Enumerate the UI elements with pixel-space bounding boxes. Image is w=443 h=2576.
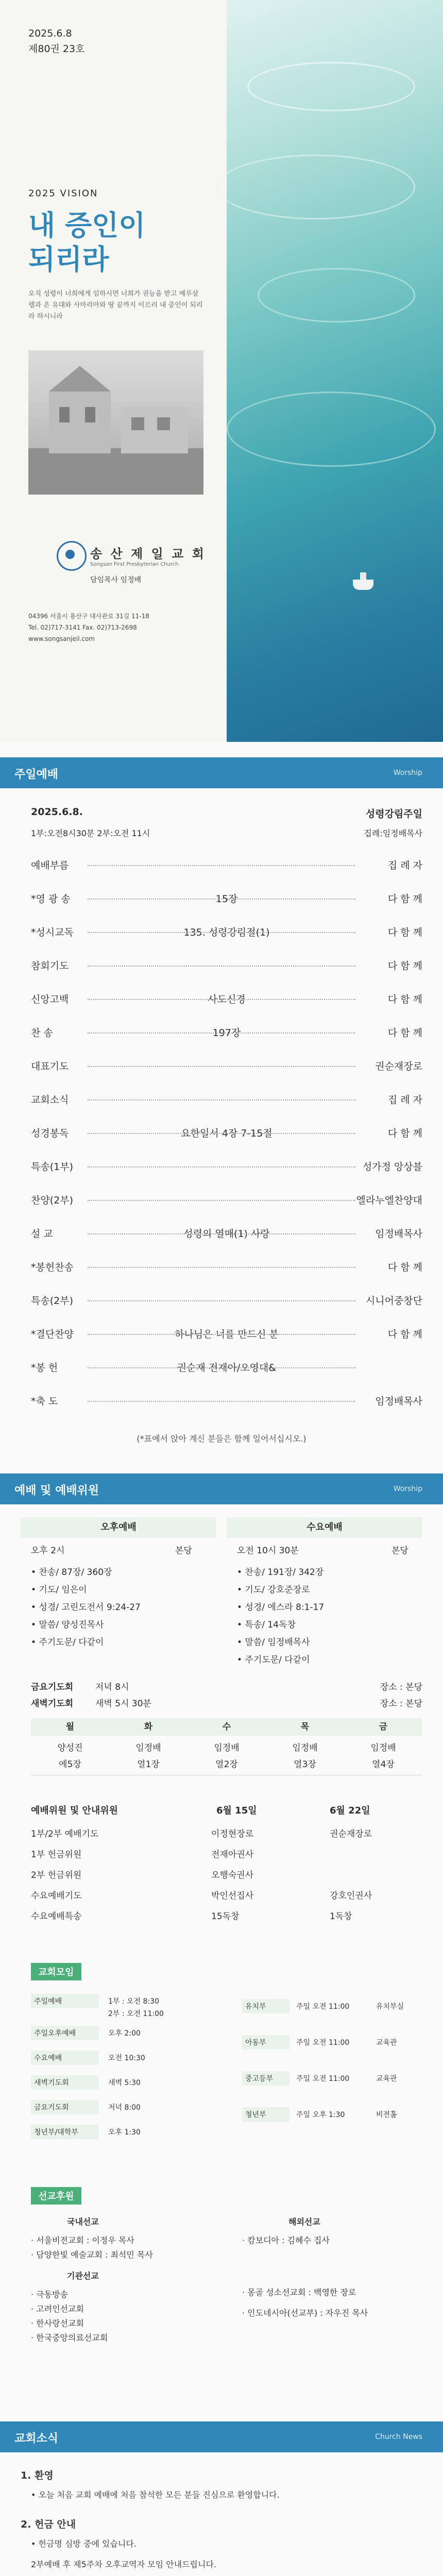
meeting-time: 오후 1:30 bbox=[108, 2128, 141, 2137]
schedule-section-header bbox=[0, 1473, 443, 1504]
helpers-title: 예배위원 및 안내위원 bbox=[31, 1805, 118, 1816]
order-label: *축 도 bbox=[31, 1396, 58, 1407]
dawn-sermon: 열1장 bbox=[137, 1759, 160, 1770]
mission-title bbox=[31, 2187, 81, 2205]
meeting-label: 주일오후예배 bbox=[31, 2026, 99, 2040]
meeting-time: 주일 오전 11:00 bbox=[296, 2039, 350, 2047]
wave-shape bbox=[216, 155, 415, 219]
dotted-leader bbox=[88, 1267, 355, 1268]
dotted-leader bbox=[88, 1200, 355, 1201]
order-leader: 다 함 께 bbox=[387, 960, 422, 972]
helper-role: 2부 헌금위원 bbox=[31, 1870, 82, 1880]
worship-order-row bbox=[31, 1260, 422, 1275]
order-content: 권순재 전재아/오영대& bbox=[177, 1362, 277, 1374]
church-name: 송 산 제 일 교 회 bbox=[90, 547, 206, 561]
friday-label: 금요기도회 bbox=[31, 1682, 74, 1692]
order-label: 성경봉독 bbox=[31, 1128, 69, 1139]
dotted-leader bbox=[88, 1334, 355, 1335]
dotted-leader bbox=[88, 1032, 355, 1033]
order-line: • 찬송/ 191장/ 342장 bbox=[237, 1567, 324, 1578]
dotted-leader bbox=[88, 899, 355, 900]
helper-name: 이정현장로 bbox=[211, 1829, 254, 1839]
helper-name: 15독창 bbox=[211, 1911, 240, 1922]
meetings-tag: 교회모임 bbox=[31, 1963, 81, 1980]
org-mission-label: 기관선교 bbox=[67, 2271, 99, 2281]
helper-role: 1부/2부 예배기도 bbox=[31, 1829, 99, 1839]
afternoon-place: 본당 bbox=[175, 1546, 192, 1556]
meeting-time: 주일 오전 11:00 bbox=[296, 2003, 350, 2011]
wednesday-place: 본당 bbox=[391, 1546, 408, 1556]
motto-verse: 오직 성령이 너희에게 임하시면 너희가 권능을 받고 예루살렘과 온 유대와 사마리아와 땅 끝까지 이르러 내 증인이 되리라 하시니라 bbox=[28, 290, 203, 320]
worship-order-row bbox=[31, 992, 422, 1007]
order-label: 신앙고백 bbox=[31, 994, 69, 1005]
afternoon-worship-title: 오후예배 bbox=[21, 1517, 216, 1538]
boat-icon bbox=[353, 580, 373, 590]
meeting-time: 오후 2:00 bbox=[108, 2029, 141, 2038]
service-times: 1부:오전8시30분 2부:오전 11시 bbox=[31, 828, 150, 838]
motto-title bbox=[28, 209, 145, 277]
order-label: 참회기도 bbox=[31, 960, 69, 972]
mission-item: · 담양한빛 예술교회 : 최석민 목사 bbox=[31, 2250, 153, 2260]
section-title-english: Worship bbox=[393, 769, 422, 777]
dotted-leader bbox=[88, 865, 355, 866]
order-line: • 주기도문/ 다같이 bbox=[31, 1637, 104, 1648]
order-label: 특송(2부) bbox=[31, 1295, 73, 1307]
news-section-header bbox=[0, 2421, 443, 2452]
dotted-leader bbox=[88, 999, 355, 1000]
order-label: 특송(1부) bbox=[31, 1161, 73, 1173]
mission-item: · 캄보디아 : 김혜수 집사 bbox=[242, 2235, 330, 2245]
meeting-time: 1부 : 오전 8:30 bbox=[108, 1997, 159, 2006]
domestic-mission-list bbox=[31, 2233, 153, 2262]
afternoon-time: 오후 2시 bbox=[31, 1546, 65, 1556]
afternoon-order-list bbox=[31, 1564, 141, 1651]
order-leader: 다 함 께 bbox=[387, 893, 422, 905]
dawn-place: 장소 : 본당 bbox=[380, 1699, 422, 1709]
worship-order-row bbox=[31, 1159, 422, 1175]
meeting-label: 수요예배 bbox=[31, 2050, 99, 2065]
wednesday-order-list bbox=[237, 1564, 324, 1669]
order-leader: 다 함 께 bbox=[387, 927, 422, 938]
cover bbox=[0, 0, 443, 742]
meeting-time: 오전 10:30 bbox=[108, 2054, 145, 2062]
address: 04396 서울시 용산구 대사관로 31길 11-18 bbox=[28, 613, 149, 620]
order-label: 대표기도 bbox=[31, 1061, 69, 1072]
dawn-day: 화 bbox=[109, 1718, 188, 1736]
dawn-day: 목 bbox=[266, 1718, 344, 1736]
order-leader: 집 례 자 bbox=[387, 1094, 422, 1106]
dawn-day: 금 bbox=[344, 1718, 422, 1736]
order-content: 15장 bbox=[215, 893, 238, 905]
worship-order-row bbox=[31, 1360, 422, 1376]
vision-label: 2025 VISION bbox=[28, 188, 98, 199]
order-leader: 집 례 자 bbox=[387, 860, 422, 871]
domestic-mission-label: 국내선교 bbox=[67, 2217, 99, 2227]
order-line: • 기도/ 임은이 bbox=[31, 1585, 87, 1595]
dotted-leader bbox=[88, 1099, 355, 1100]
helper-name: 전재아권사 bbox=[211, 1850, 254, 1860]
section-title-english: Worship bbox=[393, 1485, 422, 1493]
worship-order-row bbox=[31, 891, 422, 907]
order-content: 하나님은 너를 만드신 분 bbox=[175, 1329, 279, 1340]
dotted-leader bbox=[88, 1300, 355, 1301]
order-leader: 엘라누엘찬양대 bbox=[356, 1195, 422, 1206]
order-leader: 다 함 께 bbox=[387, 1128, 422, 1139]
sea-image bbox=[227, 0, 443, 742]
worship-order-row bbox=[31, 1025, 422, 1041]
order-content: 요한일서 4장 7-15절 bbox=[181, 1128, 272, 1139]
helper-role: 1부 헌금위원 bbox=[31, 1850, 82, 1860]
worship-order-row bbox=[31, 858, 422, 873]
mission-tag: 선교후원 bbox=[31, 2187, 81, 2205]
overseas-mission-label: 해외선교 bbox=[288, 2217, 320, 2227]
worship-order-row bbox=[31, 1327, 422, 1342]
mission-item: · 한국중앙의료선교회 bbox=[31, 2333, 108, 2343]
news-item-text: • 오늘 처음 교회 예배에 처음 참석한 모든 분들 진심으로 환영합니다. bbox=[31, 2490, 280, 2500]
meeting-place: 비전홀 bbox=[376, 2111, 397, 2119]
meeting-label: 중고등부 bbox=[242, 2071, 289, 2086]
church-photo bbox=[28, 350, 203, 495]
motto-line: 되리라 bbox=[28, 243, 109, 276]
order-label: 찬 송 bbox=[31, 1027, 53, 1039]
website-link[interactable]: www.songsanjeil.com bbox=[28, 635, 95, 642]
org-mission-list bbox=[31, 2287, 108, 2345]
church-logo-icon bbox=[57, 541, 87, 571]
order-line: • 기도/ 강호준장로 bbox=[237, 1585, 310, 1595]
order-content: 135. 성령강림절(1) bbox=[183, 927, 270, 938]
order-label: *결단찬양 bbox=[31, 1329, 74, 1340]
order-leader: 성가정 앙상블 bbox=[362, 1161, 422, 1173]
dawn-leader: 임정배 bbox=[292, 1743, 318, 1753]
helpers-col-2: 6월 22일 bbox=[330, 1805, 370, 1816]
order-leader: 다 함 께 bbox=[387, 1027, 422, 1039]
mission-item: · 한사랑선교회 bbox=[31, 2318, 84, 2328]
helper-role: 수요예배특송 bbox=[31, 1911, 82, 1922]
order-label: *봉헌찬송 bbox=[31, 1262, 74, 1273]
order-line: • 찬송/ 87장/ 360장 bbox=[31, 1567, 112, 1578]
order-label: *봉 헌 bbox=[31, 1362, 58, 1374]
wave-shape bbox=[247, 62, 415, 111]
dotted-leader bbox=[88, 1166, 355, 1167]
order-line: • 말씀/ 임정배목사 bbox=[237, 1637, 310, 1648]
meeting-label: 새벽기도회 bbox=[31, 2075, 99, 2090]
worship-section-header bbox=[0, 757, 443, 788]
helpers-col-1: 6월 15일 bbox=[216, 1805, 257, 1816]
meeting-time: 2부 : 오전 11:00 bbox=[108, 2010, 164, 2018]
meeting-label: 아동부 bbox=[242, 2035, 289, 2049]
dawn-leader: 임정배 bbox=[370, 1743, 396, 1753]
dotted-leader bbox=[88, 1066, 355, 1067]
worship-order-row bbox=[31, 1092, 422, 1108]
order-label: 찬양(2부) bbox=[31, 1195, 73, 1206]
order-label: 교회소식 bbox=[31, 1094, 69, 1106]
section-title: 주일예배 bbox=[14, 768, 59, 781]
meeting-time: 주일 오전 11:00 bbox=[296, 2075, 350, 2083]
meeting-place: 유치부실 bbox=[376, 2003, 404, 2011]
standing-note: (*표에서 앉아 계신 분들은 함께 일어서십시오.) bbox=[137, 1434, 306, 1444]
issue-number: 제80권 23호 bbox=[28, 43, 85, 55]
worship-date: 2025.6.8. bbox=[31, 806, 83, 818]
order-line: • 특송/ 14독창 bbox=[237, 1620, 296, 1630]
order-leader: 권순재장로 bbox=[375, 1061, 422, 1072]
mission-item: · 인도네시아(선교부) : 자우진 목사 bbox=[242, 2308, 368, 2318]
meeting-label: 주일예배 bbox=[31, 1994, 99, 2008]
section-title: 예배 및 예배위원 bbox=[14, 1484, 99, 1497]
issue-date: 2025.6.8 bbox=[28, 28, 72, 39]
meeting-place: 교육관 bbox=[376, 2039, 397, 2047]
order-content: 사도신경 bbox=[208, 994, 246, 1005]
wednesday-worship-title: 수요예배 bbox=[227, 1517, 422, 1538]
phone-fax: Tel. 02)717-3141 Fax. 02)713-2698 bbox=[28, 624, 137, 631]
presider: 집례:임정배목사 bbox=[364, 828, 422, 838]
dawn-sermon: 열2장 bbox=[215, 1759, 238, 1770]
order-leader: 다 함 께 bbox=[387, 1329, 422, 1340]
worship-order-row bbox=[31, 1293, 422, 1309]
meeting-label: 청년부/대학부 bbox=[31, 2125, 99, 2139]
worship-order-row bbox=[31, 1126, 422, 1141]
order-label: *영 광 송 bbox=[31, 893, 71, 905]
friday-time: 저녁 8시 bbox=[95, 1682, 129, 1692]
order-leader: 임정배목사 bbox=[375, 1396, 422, 1407]
news-item-title: 1. 환영 bbox=[21, 2470, 54, 2481]
motto-line: 내 증인이 bbox=[28, 209, 146, 242]
dotted-leader bbox=[88, 1367, 355, 1368]
wednesday-time: 오전 10시 30분 bbox=[237, 1546, 299, 1556]
order-content: 성령의 열매(1) 사랑 bbox=[183, 1228, 270, 1240]
mission-item: · 고려인선교회 bbox=[31, 2304, 84, 2314]
mission-item: · 극동방송 bbox=[31, 2290, 68, 2299]
overseas-mission-list bbox=[242, 2233, 330, 2248]
friday-place: 장소 : 본당 bbox=[380, 1682, 422, 1692]
section-title: 교회소식 bbox=[14, 2432, 59, 2445]
issue-info bbox=[28, 26, 84, 57]
dawn-sermon: 열3장 bbox=[294, 1759, 316, 1770]
meeting-label: 청년부 bbox=[242, 2107, 289, 2122]
order-leader: 다 함 께 bbox=[387, 1262, 422, 1273]
helper-name: 박인선집사 bbox=[211, 1891, 254, 1901]
meeting-time: 저녁 8:00 bbox=[108, 2104, 141, 2112]
meeting-label: 유치부 bbox=[242, 1999, 289, 2013]
section-title-english: Church News bbox=[375, 2433, 422, 2441]
order-leader: 다 함 께 bbox=[387, 994, 422, 1005]
helper-name: 오행숙권사 bbox=[211, 1870, 254, 1880]
pastor-name: 담임목사 임정배 bbox=[90, 576, 142, 584]
news-item-title: 2. 헌금 안내 bbox=[21, 2519, 76, 2530]
worship-order-row bbox=[31, 1394, 422, 1409]
wave-shape bbox=[227, 392, 436, 467]
dotted-leader bbox=[88, 1401, 355, 1402]
dawn-sermon: 열4장 bbox=[372, 1759, 395, 1770]
order-label: 예배부름 bbox=[31, 860, 69, 871]
service-name: 성령강림주일 bbox=[365, 808, 422, 820]
meeting-label: 금요기도회 bbox=[31, 2100, 99, 2114]
wave-shape bbox=[258, 268, 415, 323]
helper-role: 수요예배기도 bbox=[31, 1891, 82, 1901]
meeting-time: 새벽 5:30 bbox=[108, 2079, 141, 2087]
order-leader: 임정배목사 bbox=[375, 1228, 422, 1240]
news-item-text: • 헌금명 심방 중에 있습니다. bbox=[31, 2539, 137, 2549]
worship-order-row bbox=[31, 1226, 422, 1242]
order-leader: 시니어중창단 bbox=[365, 1295, 422, 1307]
worship-order-row bbox=[31, 1193, 422, 1208]
worship-order-row bbox=[31, 925, 422, 940]
dotted-leader bbox=[88, 932, 355, 933]
extra-mission-list bbox=[242, 2282, 368, 2324]
church-name-english: Songsan First Presbyterian Church bbox=[90, 562, 179, 567]
order-line: • 주기도문/ 다같이 bbox=[237, 1655, 310, 1665]
meeting-time: 주일 오후 1:30 bbox=[296, 2111, 345, 2119]
order-label: *성시교독 bbox=[31, 927, 74, 938]
mission-item: · 몽골 성소선교회 : 백영한 장로 bbox=[242, 2287, 356, 2297]
dawn-sermon: 에5장 bbox=[59, 1759, 81, 1770]
dotted-leader bbox=[88, 965, 355, 967]
order-content: 197장 bbox=[212, 1027, 241, 1039]
order-line: • 성경/ 에스라 8:1-17 bbox=[237, 1602, 325, 1613]
dawn-leader: 양성진 bbox=[57, 1743, 83, 1753]
dawn-label: 새벽기도회 bbox=[31, 1699, 74, 1709]
helper-name: 권순재장로 bbox=[330, 1829, 372, 1839]
helper-name: 1독창 bbox=[330, 1911, 352, 1922]
dawn-day: 수 bbox=[188, 1718, 266, 1736]
dotted-leader bbox=[88, 1133, 355, 1134]
church-building-icon bbox=[28, 350, 203, 495]
order-label: 설 교 bbox=[31, 1228, 53, 1240]
worship-order-row bbox=[31, 1059, 422, 1074]
worship-order-row bbox=[31, 958, 422, 974]
helper-name: 강호인권사 bbox=[330, 1891, 372, 1901]
meetings-title bbox=[31, 1963, 81, 1980]
dawn-leader: 임정배 bbox=[135, 1743, 161, 1753]
mission-item: · 서울비전교회 : 이정우 목사 bbox=[31, 2235, 134, 2245]
order-line: • 성경/ 고린도전서 9:24-27 bbox=[31, 1602, 141, 1613]
order-line: • 말씀/ 양성진목사 bbox=[31, 1620, 104, 1630]
dotted-leader bbox=[88, 1233, 355, 1234]
news-item-text: 2부예배 후 제5주차 오후교역자 모임 안내드립니다. bbox=[31, 2560, 216, 2569]
contact-block bbox=[28, 611, 149, 645]
meeting-place: 교육관 bbox=[376, 2075, 397, 2083]
dawn-leader: 임정배 bbox=[214, 1743, 240, 1753]
dawn-day: 월 bbox=[31, 1718, 109, 1736]
dawn-time: 새벽 5시 30분 bbox=[95, 1699, 151, 1709]
